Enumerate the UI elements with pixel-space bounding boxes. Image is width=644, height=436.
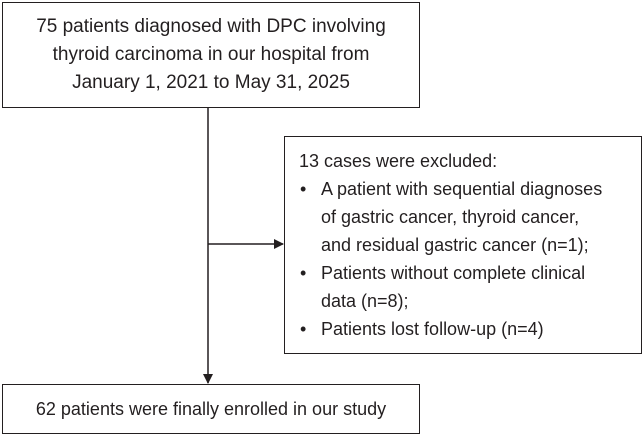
exclusion-item-incomplete-data xyxy=(299,259,629,315)
initial-patients-line-2: thyroid carcinoma in our hospital from xyxy=(52,44,370,65)
exclusion-item-line: Patients without complete clinical xyxy=(321,263,586,283)
exclusion-heading: 13 cases were excluded: xyxy=(299,151,498,171)
initial-patients-box xyxy=(2,2,420,108)
exclusion-list xyxy=(299,175,629,343)
exclusion-item-lost-follow-up xyxy=(299,315,629,343)
exclusion-item-line: and residual gastric cancer (n=1); xyxy=(321,235,589,255)
bullet-icon: • xyxy=(300,319,307,339)
exclusion-box xyxy=(284,136,642,354)
bullet-icon: • xyxy=(300,179,307,199)
exclusion-item-line: A patient with sequential diagnoses xyxy=(321,179,603,199)
enrolled-patients-text: 62 patients were finally enrolled in our study xyxy=(35,398,387,419)
initial-patients-line-3: January 1, 2021 to May 31, 2025 xyxy=(72,72,350,93)
exclusion-item-line: Patients lost follow-up (n=4) xyxy=(321,319,544,339)
initial-patients-line-1: 75 patients diagnosed with DPC involving xyxy=(36,16,386,37)
bullet-icon: • xyxy=(300,263,307,283)
enrolled-patients-box xyxy=(2,384,420,434)
exclusion-item-line: of gastric cancer, thyroid cancer, xyxy=(321,207,580,227)
exclusion-item-line: data (n=8); xyxy=(321,291,409,311)
exclusion-item-sequential-diagnoses xyxy=(299,175,629,259)
